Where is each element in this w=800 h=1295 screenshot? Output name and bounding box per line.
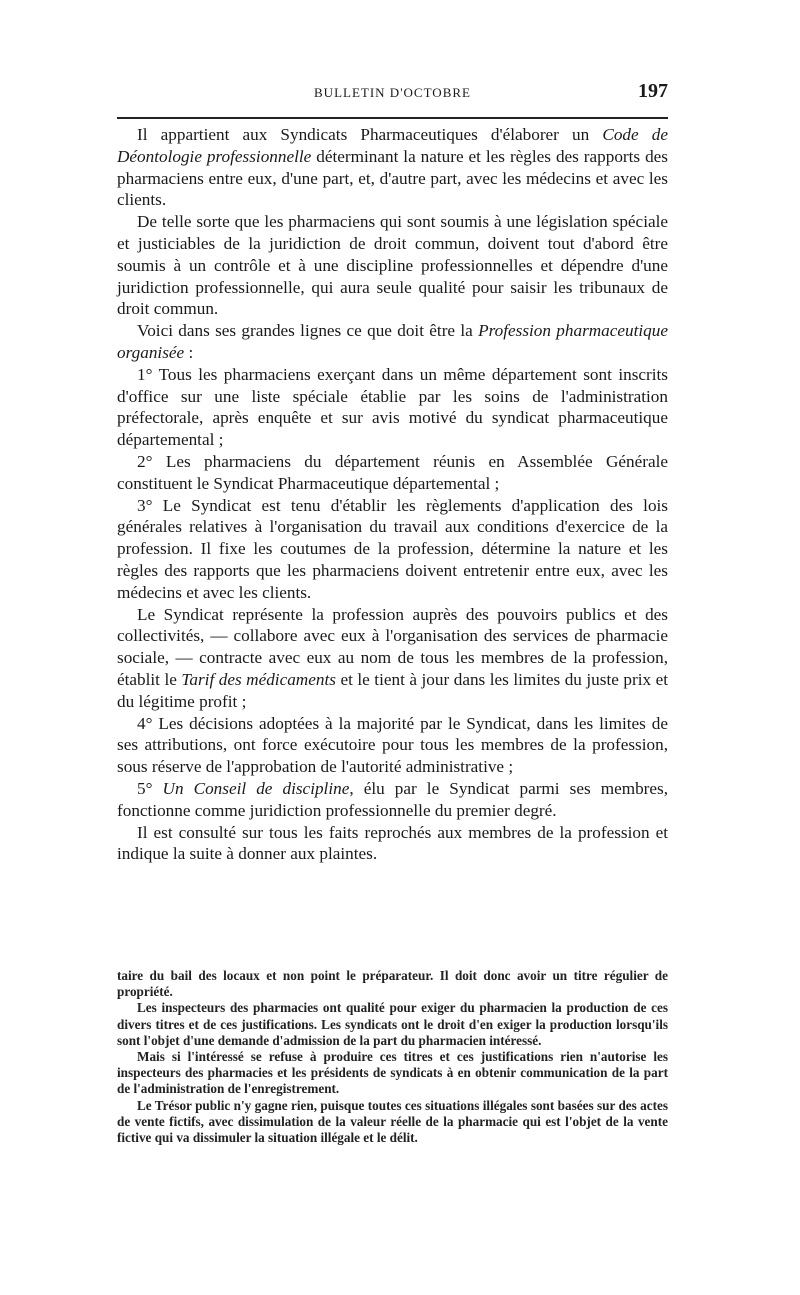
paragraph [117, 320, 668, 364]
footnote-paragraph: Mais si l'intéressé se refuse à produire ces titres et ces justifications rien n'autorise les inspecteurs des pharmacies et les présidents de syndicats à en obtenir communication de la part de l'administration de l'enregistrement. [117, 1049, 668, 1097]
text: 3° Le Syndicat est tenu d'établir les règlements d'application des lois générales relatives à l'organisation du travail aux conditions d'exercice de la profession. Il fixe les coutumes de la profession, détermine la nature et les règles des rapports que les pharmaciens doivent entretenir entre eux, avec les médecins et avec les clients. [117, 495, 668, 602]
footnotes [117, 968, 668, 1146]
italic-text: Tarif des médicaments [181, 669, 336, 689]
italic-text: Code de Déontologie professionnelle [117, 125, 668, 166]
footnote-paragraph: Le Trésor public n'y gagne rien, puisque toutes ces situations illégales sont basées sur des actes de vente fictifs, avec dissimulation de la valeur réelle de la pharmacie qui est l'objet de la vente fictive qui va dissimuler la situation illégale et le délit. [117, 1097, 668, 1146]
text: déterminant la nature et les règles des rapports des pharmaciens entre eux, d'une part, et, d'autre part, avec les médecins et avec les clients. [117, 146, 668, 210]
footnote-paragraph: Les inspecteurs des pharmacies ont qualité pour exiger du pharmacien la production de ces divers titres et de ces justifications. Les syndicats ont le droit d'en exiger la production lorsqu'ils sont l'objet d'une demande d'admission de la part du pharmacien intéressé. [117, 1000, 668, 1048]
text: De telle sorte que les pharmaciens qui sont soumis à une législation spéciale et justiciables de la juridiction de droit commun, doivent tout d'abord être soumis à un contrôle et à une discipline professionnelles et dépendre d'une juridiction professionnelle, qui aura seule qualité pour saisir les tribunaux de droit commun. [117, 212, 668, 319]
text: 4° Les décisions adoptées à la majorité par le Syndicat, dans les limites de ses attributions, ont force exécutoire pour tous les membres de la profession, sous réserve de l'approbation de l'autorité administrative ; [117, 713, 668, 777]
paragraph [117, 451, 668, 495]
italic-text: Profession pharmaceutique organisée [117, 321, 668, 362]
text: 2° Les pharmaciens du département réunis en Assemblée Générale constituent le Syndicat Pharmaceutique départemental ; [117, 451, 668, 493]
paragraph [117, 364, 668, 451]
text: et le tient à jour dans les limites du juste prix et du légitime profit ; [117, 669, 668, 711]
text: 1° Tous les pharmaciens exerçant dans un même département sont inscrits d'office sur une liste spéciale établie par les soins de l'administration préfectorale, après enquête et sur avis motivé du syndicat pharmaceutique départemental ; [117, 364, 668, 450]
footnote-paragraph: taire du bail des locaux et non point le préparateur. Il doit donc avoir un titre régulier de propriété. [117, 968, 668, 1000]
paragraph [117, 211, 668, 320]
paragraph [117, 604, 668, 713]
main-text [117, 124, 668, 865]
text: Il est consulté sur tous les faits reprochés aux membres de la profession et indique la suite à donner aux plaintes. [117, 822, 668, 864]
page-number: 197 [638, 80, 668, 102]
text: Voici dans ses grandes lignes ce que doit être la [137, 321, 479, 341]
running-title: BULLETIN D'OCTOBRE [314, 85, 471, 100]
header-rule [117, 117, 668, 119]
paragraph [117, 495, 668, 604]
paragraph [117, 713, 668, 778]
paragraph [117, 124, 668, 211]
paragraph [117, 778, 668, 822]
text: : [184, 342, 194, 362]
text: Il appartient aux Syndicats Pharmaceutiques d'élaborer un [137, 125, 603, 144]
italic-text: Un Conseil de discipline [162, 778, 350, 798]
paragraph [117, 822, 668, 866]
text: Le Syndicat représente la profession auprès des pouvoirs publics et des collectivités, — collabore avec eux à l'organisation des services de pharmacie sociale, — contracte avec eux au nom de tous les membres de la profession, établit le [117, 604, 668, 689]
text: , élu par le Syndicat parmi ses membres, fonctionne comme juridiction professionnelle du premier degré. [117, 778, 669, 820]
text: 5° [137, 778, 163, 798]
page-header [117, 80, 668, 104]
